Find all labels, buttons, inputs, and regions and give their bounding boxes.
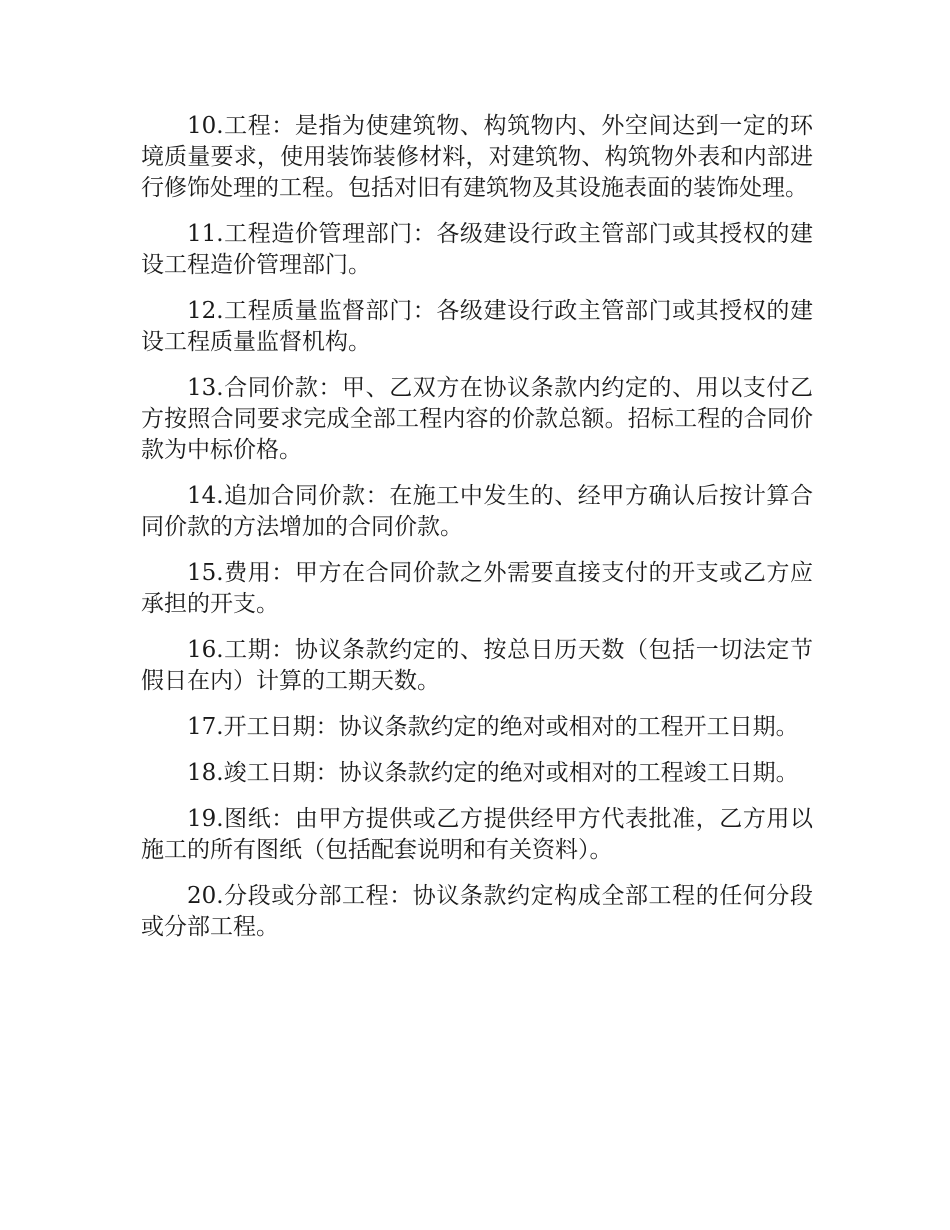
definition-paragraph-15: 15.费用：甲方在合同价款之外需要直接支付的开支或乙方应承担的开支。: [141, 560, 813, 617]
definition-paragraph-20: 20.分段或分部工程：协议条款约定构成全部工程的任何分段或分部工程。: [141, 883, 813, 940]
definition-paragraph-11: 11.工程造价管理部门：各级建设行政主管部门或其授权的建设工程造价管理部门。: [141, 221, 813, 278]
definition-paragraph-10: 10.工程：是指为使建筑物、构筑物内、外空间达到一定的环境质量要求，使用装饰装修材料，对建筑物、构筑物外表和内部进行修饰处理的工程。包括对旧有建筑物及其设施表面的装饰处理。: [141, 113, 813, 201]
definition-paragraph-19: 19.图纸：由甲方提供或乙方提供经甲方代表批准，乙方用以施工的所有图纸（包括配套说明和有关资料）。: [141, 806, 813, 863]
document-body: [141, 111, 813, 958]
definition-paragraph-17: 17.开工日期：协议条款约定的绝对或相对的工程开工日期。: [187, 714, 799, 740]
definition-paragraph-14: 14.追加合同价款：在施工中发生的、经甲方确认后按计算合同价款的方法增加的合同价款。: [141, 483, 813, 540]
definition-paragraph-16: 16.工期：协议条款约定的、按总日历天数（包括一切法定节假日在内）计算的工期天数。: [141, 637, 813, 694]
definition-paragraph-18: 18.竣工日期：协议条款约定的绝对或相对的工程竣工日期。: [187, 760, 799, 786]
definition-paragraph-13: 13.合同价款：甲、乙双方在协议条款内约定的、用以支付乙方按照合同要求完成全部工程内容的价款总额。招标工程的合同价款为中标价格。: [141, 375, 813, 463]
definition-paragraph-12: 12.工程质量监督部门：各级建设行政主管部门或其授权的建设工程质量监督机构。: [141, 298, 813, 355]
